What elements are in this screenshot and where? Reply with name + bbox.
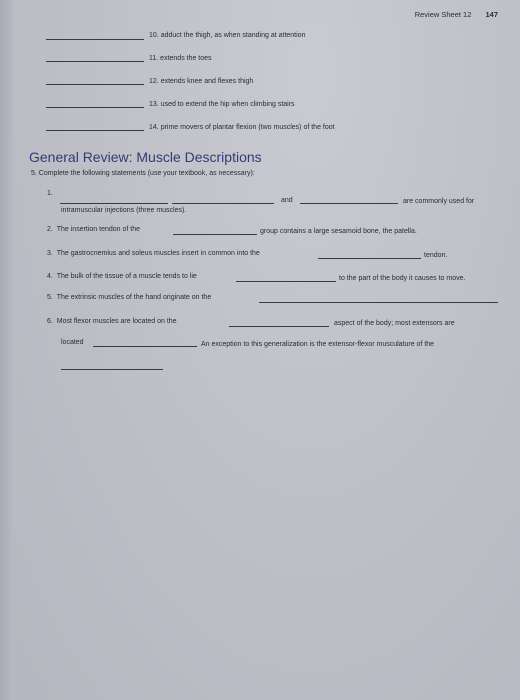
page-number: 147	[485, 10, 498, 19]
statement-4: 4. The bulk of the tissue of a muscle tends to lie	[47, 273, 197, 280]
answer-blank-11[interactable]	[46, 61, 144, 62]
matching-item-14: 14. prime movers of plantar flexion (two muscles) of the foot	[149, 124, 335, 131]
statement-1-blank-c[interactable]	[300, 203, 398, 204]
statement-6-blank-a[interactable]	[229, 326, 329, 327]
instruction-text: 5. Complete the following statements (use your textbook, as necessary):	[31, 170, 255, 177]
statement-3-blank[interactable]	[318, 258, 421, 259]
statement-2: 2. The insertion tendon of the	[47, 226, 141, 233]
statement-1-tail: are commonly used for	[403, 198, 475, 205]
statement-1-number: 1.	[47, 190, 53, 197]
statement-3: 3. The gastrocnemius and soleus muscles insert in common into the	[47, 250, 260, 257]
statement-6-blank-b[interactable]	[93, 346, 197, 347]
statement-5-blank[interactable]	[259, 302, 498, 303]
statement-6-located: located	[61, 339, 84, 346]
statement-5: 5. The extrinsic muscles of the hand originate on the	[47, 294, 212, 301]
answer-blank-10[interactable]	[46, 39, 144, 40]
section-title: General Review: Muscle Descriptions	[29, 149, 262, 165]
answer-blank-14[interactable]	[46, 130, 144, 131]
page-binding-edge	[0, 0, 14, 700]
page-header	[415, 10, 498, 19]
matching-item-13: 13. used to extend the hip when climbing stairs	[149, 101, 295, 108]
statement-1-line2: intramuscular injections (three muscles).	[61, 207, 187, 214]
statement-3-tail: tendon.	[424, 252, 448, 259]
answer-blank-13[interactable]	[46, 107, 144, 108]
statement-6: 6. Most flexor muscles are located on the	[47, 318, 177, 325]
statement-6-middle: aspect of the body; most extensors are	[334, 320, 455, 327]
statement-6-blank-c[interactable]	[61, 369, 163, 370]
header-title: Review Sheet 12	[414, 10, 472, 19]
answer-blank-12[interactable]	[46, 84, 144, 85]
statement-1-blank-b[interactable]	[172, 203, 274, 204]
statement-2-blank[interactable]	[173, 234, 257, 235]
statement-4-blank[interactable]	[236, 281, 336, 282]
statement-6-tail: An exception to this generalization is the extensor-flexor musculature of the	[201, 341, 435, 348]
statement-2-tail: group contains a large sesamoid bone, the patella.	[260, 228, 417, 235]
matching-item-11: 11. extends the toes	[149, 55, 212, 62]
statement-1-and: and	[281, 197, 293, 204]
matching-item-12: 12. extends knee and flexes thigh	[149, 78, 254, 85]
statement-4-tail: to the part of the body it causes to move.	[339, 275, 466, 282]
statement-1-blank-a[interactable]	[60, 203, 168, 204]
matching-item-10: 10. adduct the thigh, as when standing at attention	[149, 32, 306, 39]
